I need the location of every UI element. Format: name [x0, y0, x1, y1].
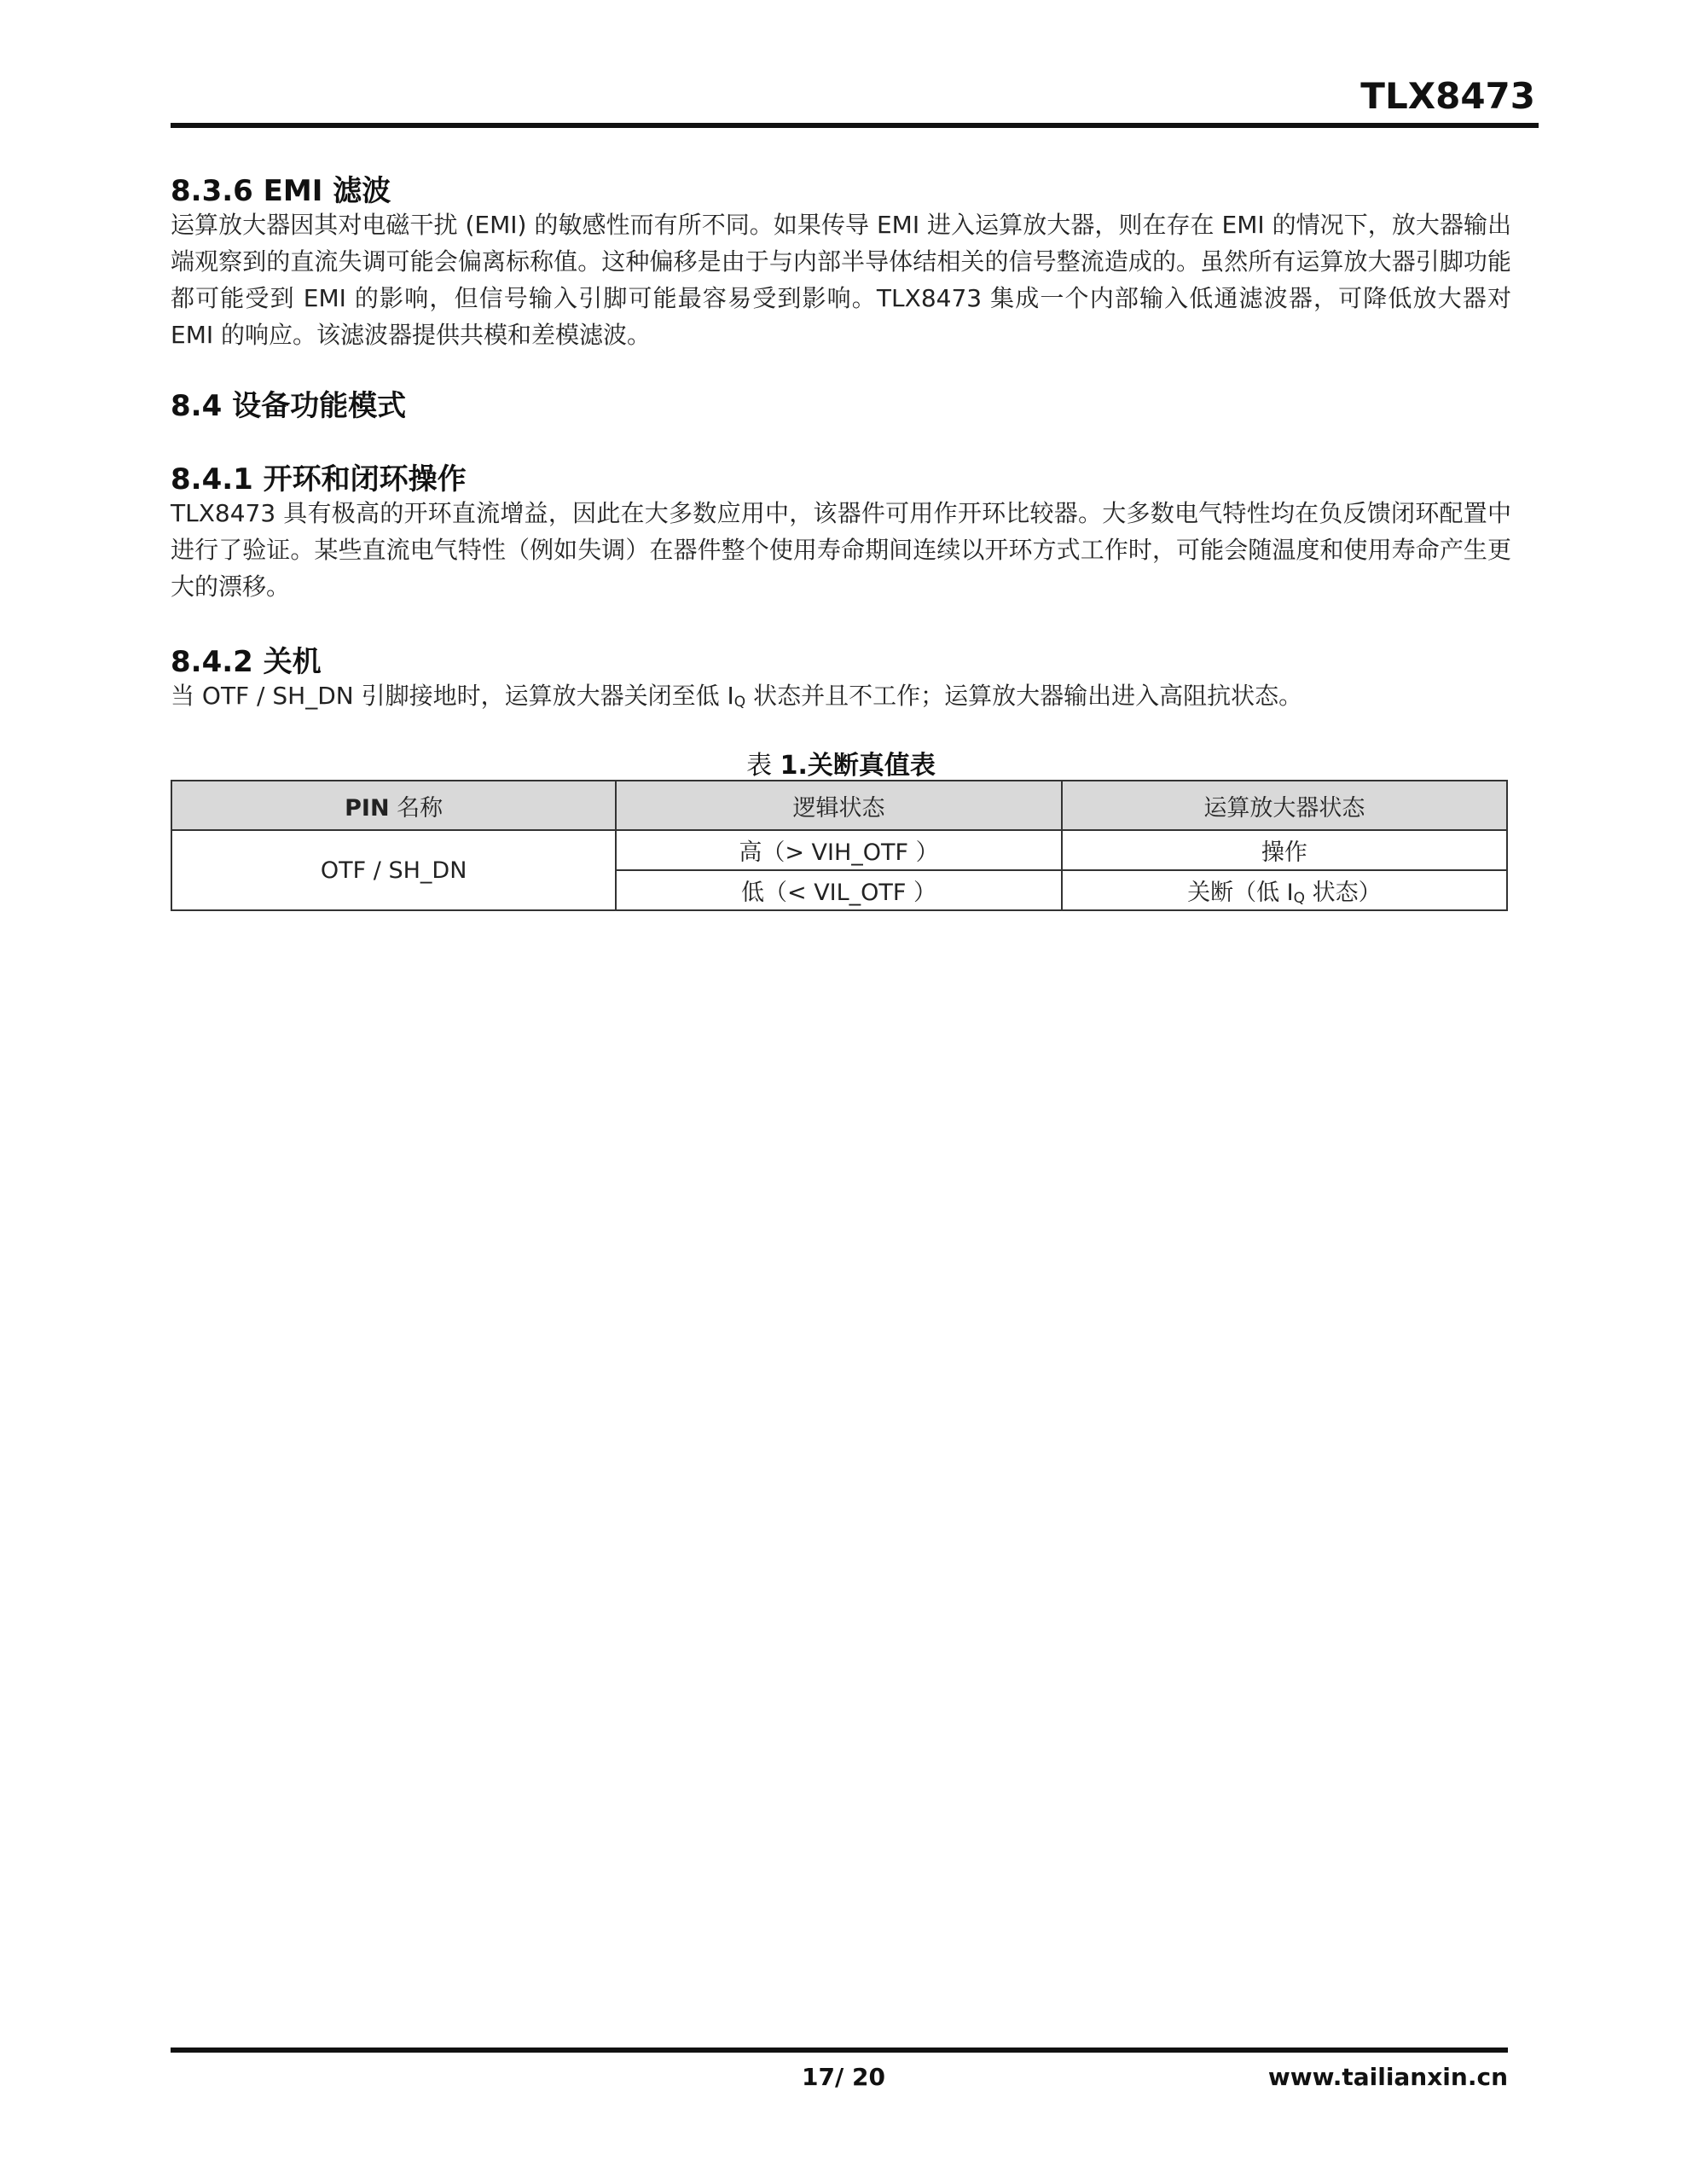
section-title: EMI 滤波 — [263, 174, 391, 208]
section-heading-8-4-1 — [171, 456, 467, 497]
logic-cell: 高（> VIH_OTF ） — [616, 830, 1061, 870]
section-title: 关机 — [263, 645, 322, 679]
section-number: 8.4.1 — [171, 462, 253, 497]
section-title: 设备功能模式 — [232, 389, 407, 423]
website-url: www.tailianxin.cn — [1267, 2063, 1508, 2091]
paragraph: TLX8473 具有极高的开环直流增益，因此在大多数应用中，该器件可用作开环比较器。大多数电气特性均在负反馈闭环配置中进行了验证。某些直流电气特性（例如失调）在器件整个使用寿命期间连续以开环方式工作时，可能会随温度和使用寿命产生更大的漂移。 — [171, 499, 1511, 601]
section-heading-8-4 — [171, 382, 406, 424]
table-header-row — [171, 781, 1507, 830]
section-number: 8.4.2 — [171, 645, 253, 679]
section-heading-8-4-2 — [171, 638, 322, 680]
section-body-8-4-2 — [171, 677, 1511, 721]
section-body-8-3-6 — [171, 206, 1511, 353]
section-heading-8-3-6 — [171, 167, 391, 209]
document-title: TLX8473 — [1360, 75, 1535, 117]
shutdown-truth-table — [171, 780, 1508, 911]
paragraph: 运算放大器因其对电磁干扰 (EMI) 的敏感性而有所不同。如果传导 EMI 进入运算放大器，则在存在 EMI 的情况下，放大器输出端观察到的直流失调可能会偏离标称值。这种偏移是由于与内部半导体结相关的信号整流造成的。虽然所有运算放大器引脚功能都可能受到 EMI 的影响，但信号输入引脚可能最容易受到影响。TLX8473 集成一个内部输入低通滤波器，可降低放大器对 EMI 的响应。该滤波器提供共模和差模滤波。 — [171, 211, 1511, 349]
amp-state-cell: 操作 — [1062, 830, 1507, 870]
column-header-logic: 逻辑状态 — [616, 781, 1061, 830]
section-title: 开环和闭环操作 — [263, 462, 467, 497]
paragraph: 当 OTF / SH_DN 引脚接地时，运算放大器关闭至低 $I_Q$ 状态并且不工作；运算放大器输出进入高阻抗状态。 — [171, 682, 1303, 711]
section-number: 8.3.6 — [171, 174, 253, 208]
amp-state-cell: 关断（低 $I_Q$ 状态） — [1062, 870, 1507, 910]
page-number: 17/ 20 — [802, 2063, 885, 2091]
header-divider — [171, 123, 1539, 128]
table-row — [171, 830, 1507, 870]
footer-divider — [171, 2048, 1508, 2053]
column-header-amp-state: 运算放大器状态 — [1062, 781, 1507, 830]
section-number: 8.4 — [171, 389, 223, 423]
logic-cell: 低（< VIL_OTF ） — [616, 870, 1061, 910]
section-body-8-4-1 — [171, 495, 1511, 605]
pin-name-cell: OTF / SH_DN — [171, 830, 616, 910]
column-header-pin: PIN 名称 — [171, 781, 616, 830]
table-caption: 表 1.关断真值表 — [746, 751, 936, 781]
